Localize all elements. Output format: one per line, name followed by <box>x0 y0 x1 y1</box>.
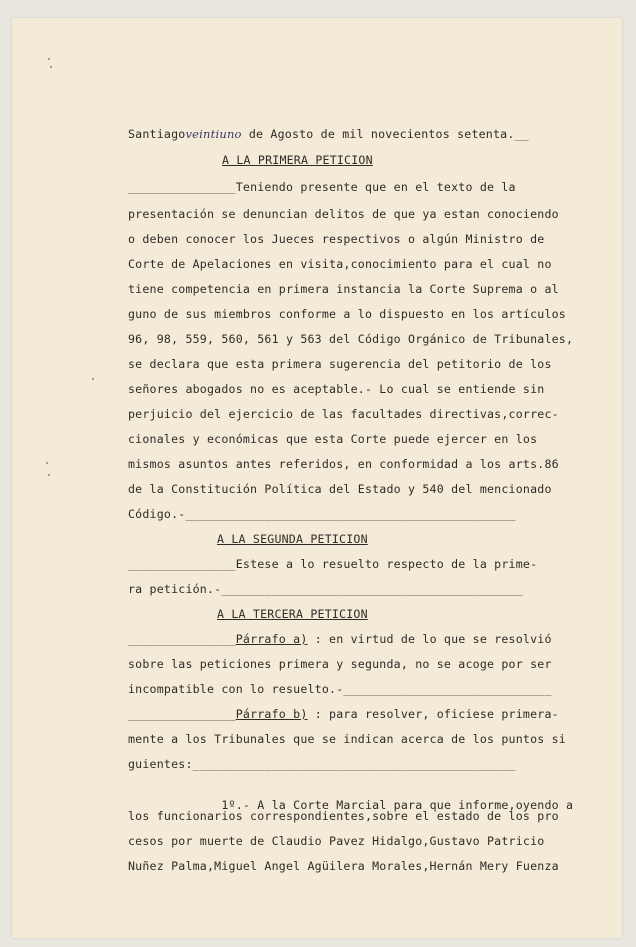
body-line <box>128 582 523 596</box>
margin-speck <box>92 378 94 380</box>
line-text: incompatible con lo resuelto.- <box>128 682 344 696</box>
body-line: mismos asuntos antes referidos, en conformidad a los arts.86 <box>128 457 559 471</box>
body-line <box>128 180 516 194</box>
line-text: ra petición.- <box>128 582 222 596</box>
line-text: : para resolver, oficiese primera- <box>307 707 559 721</box>
margin-speck <box>50 66 52 68</box>
date-line <box>128 127 529 141</box>
body-line: guno de sus miembros conforme a lo dispuesto en los artículos <box>128 307 566 321</box>
body-line: tiene competencia en primera instancia la Corte Suprema o al <box>128 282 559 296</box>
line-fill: _____________________________ <box>343 682 552 696</box>
heading-third-petition: A LA TERCERA PETICION <box>217 607 368 621</box>
line-fill: _____________________________________________ <box>192 757 516 771</box>
document-page <box>12 18 622 938</box>
body-line: Corte de Apelaciones en visita,conocimiento para el cual no <box>128 257 552 271</box>
date-fill: __ <box>514 127 529 141</box>
margin-speck <box>48 58 50 60</box>
indent-fill: _______________ <box>128 557 236 571</box>
line-text: Estese a lo resuelto respecto de la prime- <box>235 557 538 571</box>
heading-second-petition: A LA SEGUNDA PETICION <box>217 532 368 546</box>
line-text: Código.- <box>128 507 186 521</box>
body-line: los funcionarios correspondientes,sobre el estado de los pro <box>128 809 559 823</box>
body-line <box>128 707 559 721</box>
body-line: o deben conocer los Jueces respectivos o algún Ministro de <box>128 232 545 246</box>
heading-first-petition: A LA PRIMERA PETICION <box>222 153 373 167</box>
body-line: cesos por muerte de Claudio Pavez Hidalgo,Gustavo Patricio <box>128 834 545 848</box>
line-text: Teniendo presente que en el texto de la <box>235 180 516 194</box>
line-fill: ______________________________________________ <box>185 507 516 521</box>
body-line <box>128 507 516 521</box>
paragraph-a-label: Párrafo a) <box>235 632 308 646</box>
line-text: 1º.- A la Corte Marcial para que informe,oyendo a <box>221 798 574 812</box>
body-line: de la Constitución Política del Estado y 540 del mencionado <box>128 482 552 496</box>
indent-fill: _______________ <box>128 632 236 646</box>
body-line <box>128 682 552 696</box>
line-text: guientes: <box>128 757 193 771</box>
body-line: mente a los Tribunales que se indican acerca de los puntos si <box>128 732 566 746</box>
body-line <box>128 757 516 771</box>
body-line: sobre las peticiones primera y segunda, no se acoge por ser <box>128 657 552 671</box>
indent-fill: _______________ <box>128 180 236 194</box>
body-line: perjuicio del ejercicio de las facultades directivas,correc- <box>128 407 559 421</box>
paragraph-b-label: Párrafo b) <box>235 707 308 721</box>
line-fill: __________________________________________ <box>221 582 523 596</box>
date-city: Santiago <box>128 127 186 141</box>
line-text: : en virtud de lo que se resolvió <box>307 632 552 646</box>
body-line: 96, 98, 559, 560, 561 y 563 del Código Orgánico de Tribunales, <box>128 332 574 346</box>
body-line: cionales y económicas que esta Corte puede ejercer en los <box>128 432 538 446</box>
body-line <box>128 557 537 571</box>
body-line: se declara que esta primera sugerencia del petitorio de los <box>128 357 552 371</box>
indent-fill: _______________ <box>128 707 236 721</box>
body-line: Nuñez Palma,Miguel Angel Agüilera Morales,Hernán Mery Fuenza <box>128 859 559 873</box>
date-handwritten-day: veintiuno <box>185 127 242 141</box>
margin-speck <box>46 462 48 464</box>
body-line: señores abogados no es aceptable.- Lo cual se entiende sin <box>128 382 545 396</box>
date-rest: de Agosto de mil novecientos setenta. <box>241 127 515 141</box>
body-line <box>128 632 552 646</box>
body-line: presentación se denuncian delitos de que ya estan conociendo <box>128 207 559 221</box>
margin-speck <box>48 474 50 476</box>
